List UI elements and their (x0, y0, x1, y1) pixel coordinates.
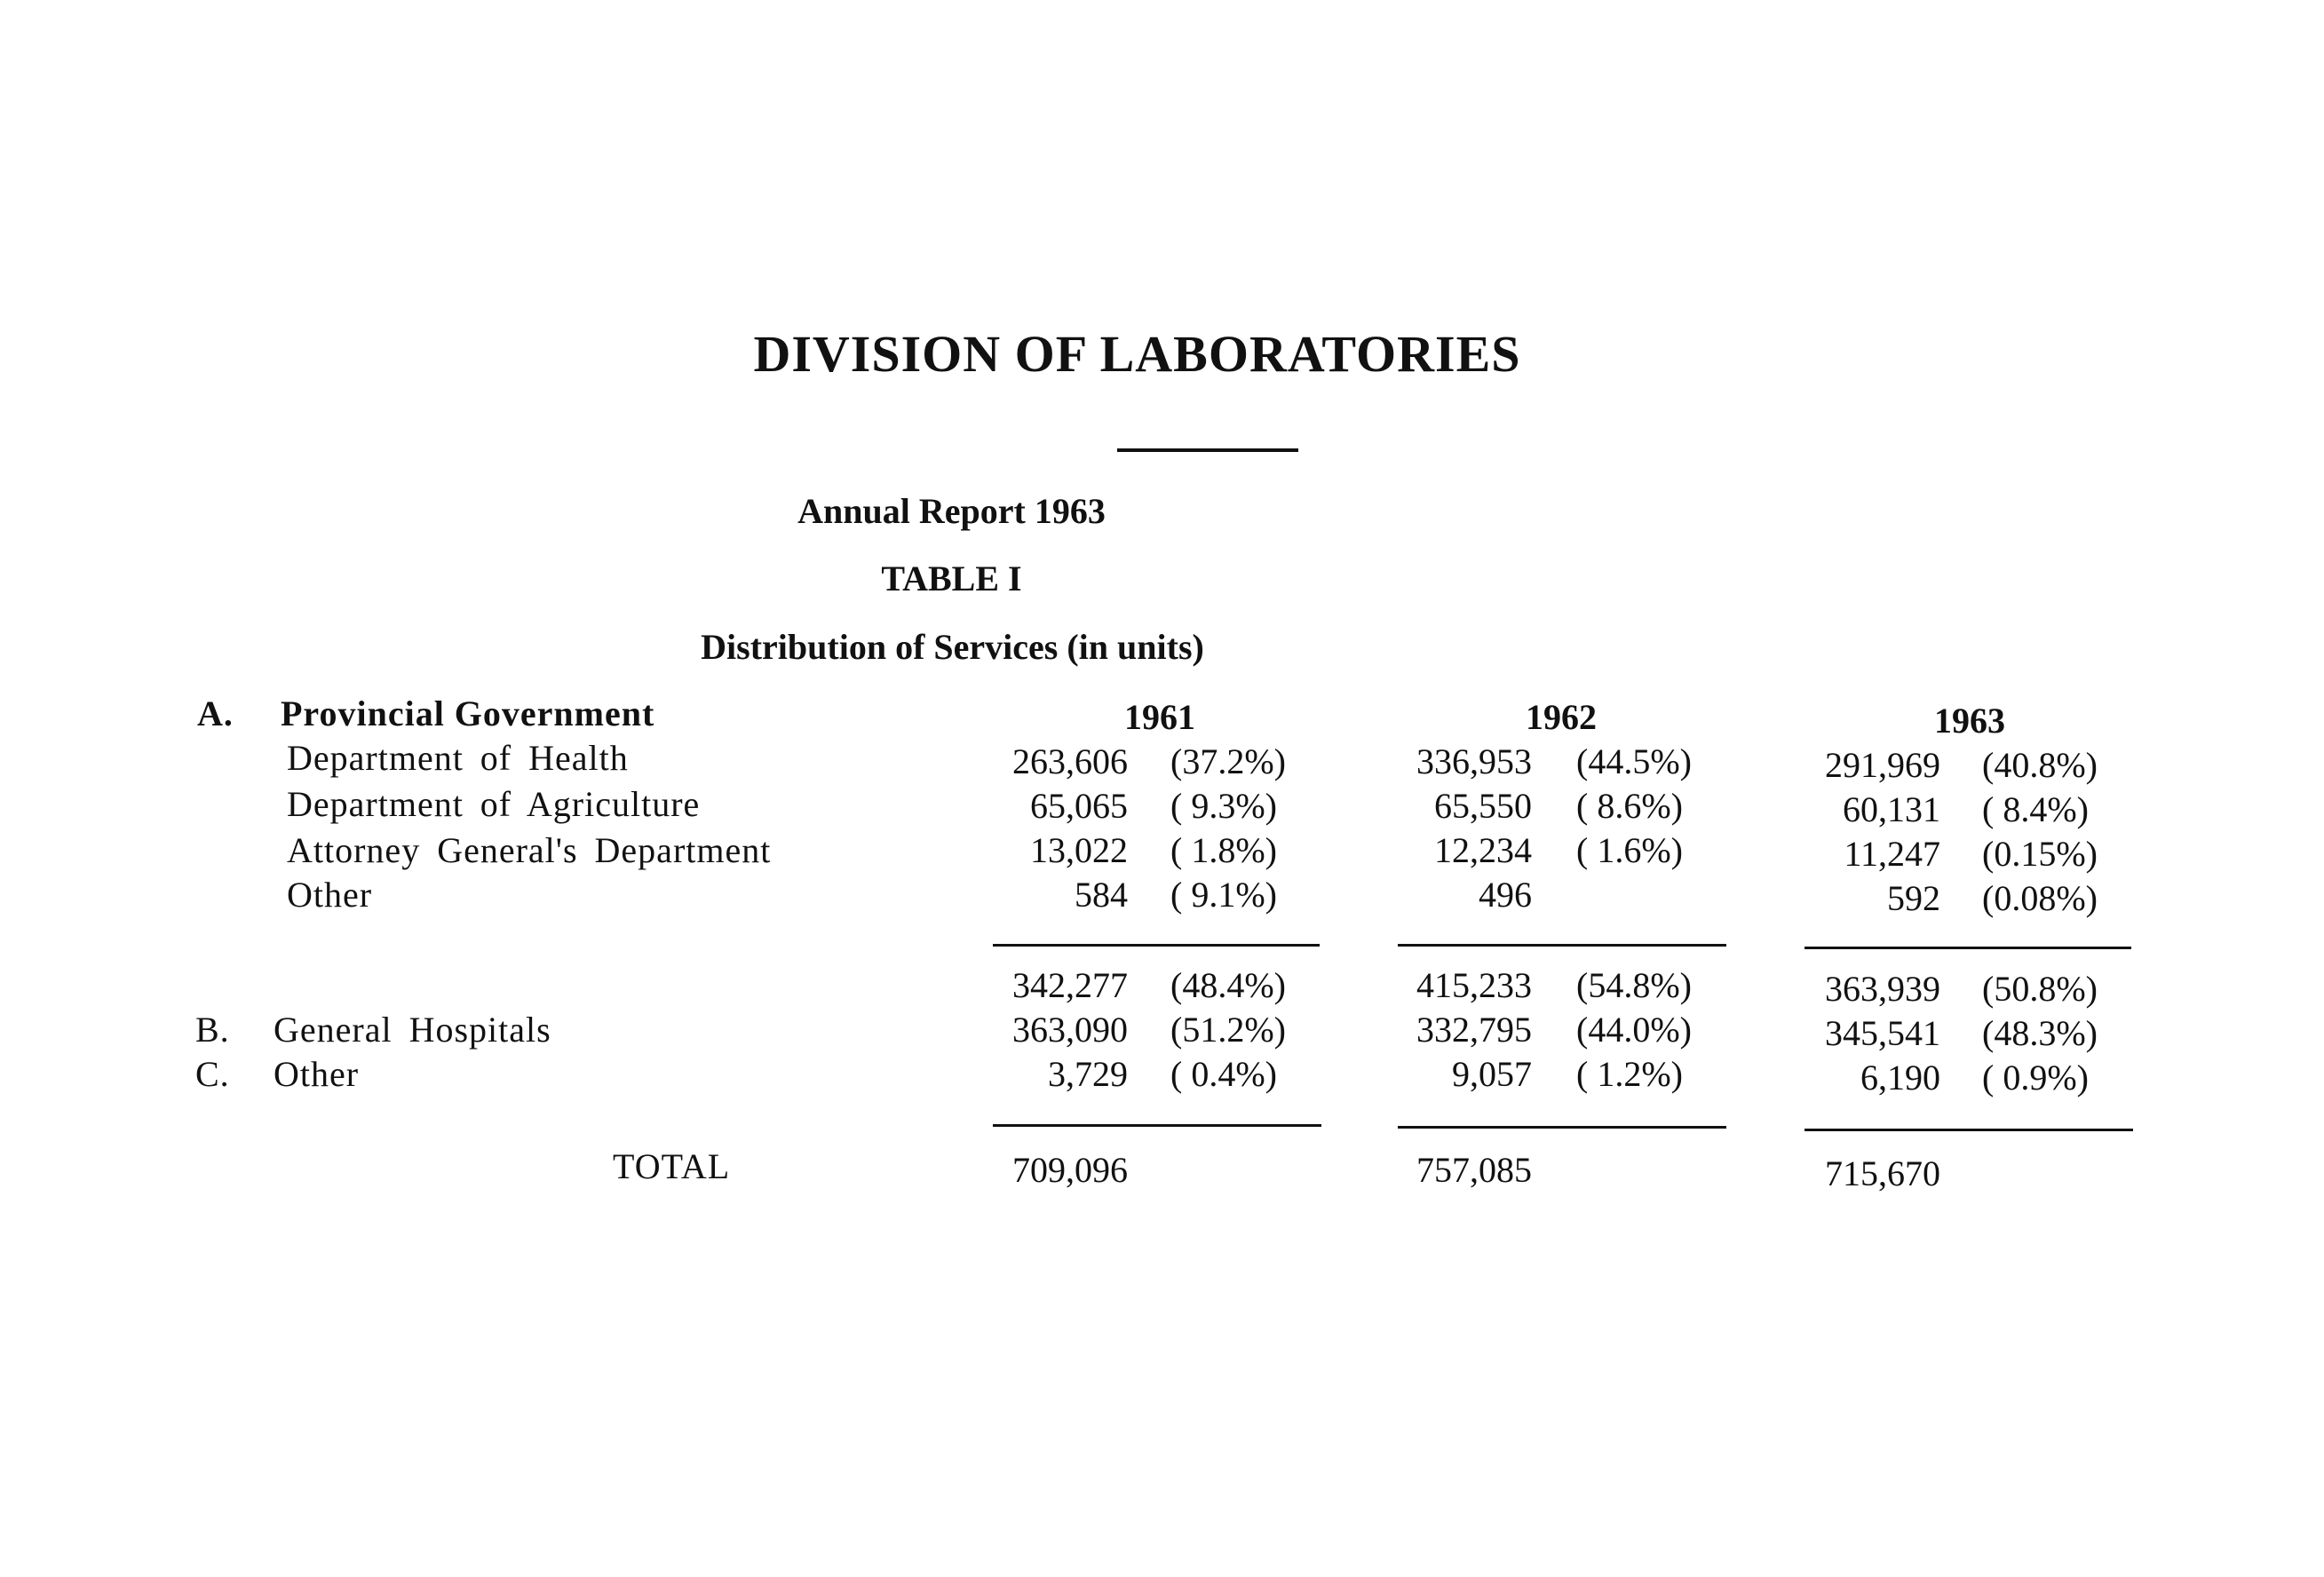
row-label-agriculture: Department of Agriculture (287, 784, 701, 824)
cell-number: 496 (1479, 875, 1532, 915)
cell-number: 584 (1075, 875, 1128, 915)
cell-number: 263,606 (1012, 741, 1128, 781)
cell-percent: (44.0%) (1576, 1010, 1692, 1050)
cell-number: 12,234 (1434, 830, 1532, 870)
cell-percent: ( 1.6%) (1576, 830, 1683, 870)
section-a-label: Provincial Government (281, 693, 655, 733)
cell-number: 336,953 (1416, 741, 1532, 781)
cell-percent: ( 8.6%) (1576, 786, 1683, 826)
cell-percent: (44.5%) (1576, 741, 1692, 781)
year-header-1961: 1961 (1124, 697, 1195, 737)
section-a-letter: A. (197, 693, 234, 733)
cell-number: 415,233 (1416, 965, 1532, 1005)
cell-percent: (40.8%) (1982, 745, 2098, 785)
year-header-1963: 1963 (1934, 701, 2005, 741)
total-rule-1963 (1804, 1129, 2133, 1131)
cell-percent: ( 1.8%) (1170, 830, 1277, 870)
cell-number: 3,729 (1048, 1054, 1128, 1094)
page-title: DIVISION OF LABORATORIES (753, 325, 1521, 383)
total-rule-1961 (993, 1124, 1321, 1127)
row-label-health: Department of Health (287, 738, 629, 778)
section-b-label: General Hospitals (274, 1010, 551, 1050)
cell-number: 592 (1887, 878, 1940, 918)
cell-percent: (0.08%) (1982, 878, 2098, 918)
cell-percent: ( 9.1%) (1170, 875, 1277, 915)
cell-percent: ( 9.3%) (1170, 786, 1277, 826)
section-c-label: Other (274, 1054, 360, 1094)
cell-number: 332,795 (1416, 1010, 1532, 1050)
total-label: TOTAL (613, 1146, 731, 1186)
total-1963: 715,670 (1825, 1153, 1940, 1193)
report-subtitle: Annual Report 1963 (797, 491, 1106, 531)
cell-number: 65,065 (1030, 786, 1128, 826)
table-label: TABLE I (881, 559, 1022, 598)
cell-percent: (50.8%) (1982, 969, 2098, 1009)
cell-number: 65,550 (1434, 786, 1532, 826)
cell-percent: ( 1.2%) (1576, 1054, 1683, 1094)
table-caption: Distribution of Services (in units) (701, 627, 1204, 667)
year-header-1962: 1962 (1526, 697, 1597, 737)
cell-number: 363,939 (1825, 969, 1940, 1009)
cell-percent: ( 8.4%) (1982, 789, 2089, 829)
cell-number: 363,090 (1012, 1010, 1128, 1050)
cell-percent: (51.2%) (1170, 1010, 1286, 1050)
total-1961: 709,096 (1012, 1150, 1128, 1190)
cell-number: 342,277 (1012, 965, 1128, 1005)
subtotal-rule-1962 (1398, 944, 1726, 947)
cell-number: 6,190 (1860, 1058, 1940, 1098)
cell-number: 13,022 (1030, 830, 1128, 870)
cell-number: 291,969 (1825, 745, 1940, 785)
title-rule (1117, 448, 1298, 452)
cell-percent: (48.3%) (1982, 1013, 2098, 1053)
cell-percent: ( 0.4%) (1170, 1054, 1277, 1094)
cell-percent: (0.15%) (1982, 834, 2098, 874)
cell-percent: (54.8%) (1576, 965, 1692, 1005)
cell-number: 11,247 (1844, 834, 1940, 874)
cell-percent: (48.4%) (1170, 965, 1286, 1005)
cell-number: 9,057 (1452, 1054, 1532, 1094)
section-c-letter: C. (195, 1054, 230, 1094)
row-label-other: Other (287, 875, 373, 915)
subtotal-rule-1961 (993, 944, 1320, 947)
cell-number: 60,131 (1843, 789, 1940, 829)
row-label-attorney-general: Attorney General's Department (287, 830, 772, 870)
cell-number: 345,541 (1825, 1013, 1940, 1053)
cell-percent: ( 0.9%) (1982, 1058, 2089, 1098)
total-1962: 757,085 (1416, 1150, 1532, 1190)
subtotal-rule-1963 (1804, 947, 2131, 949)
section-b-letter: B. (195, 1010, 230, 1050)
cell-percent: (37.2%) (1170, 741, 1286, 781)
total-rule-1962 (1398, 1126, 1726, 1129)
